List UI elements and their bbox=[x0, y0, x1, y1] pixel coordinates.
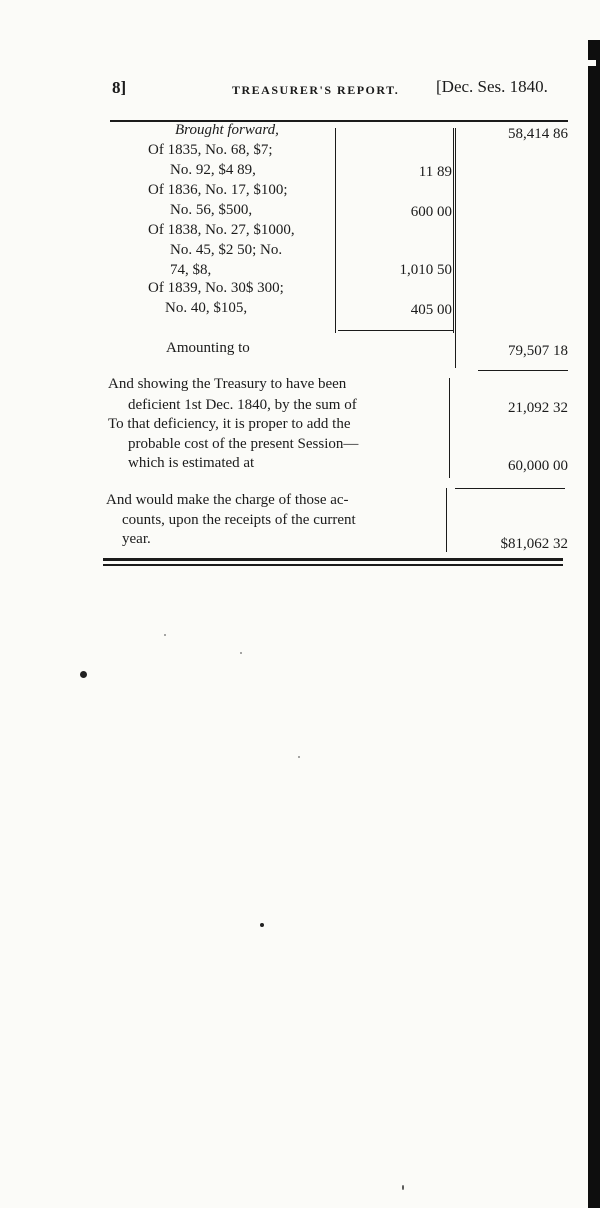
item-4-amount: 405 00 bbox=[410, 302, 452, 318]
running-title: TREASURER'S REPORT. bbox=[232, 83, 400, 97]
ink-speck bbox=[240, 652, 242, 654]
item-2-line-1: Of 1836, No. 17, $100; bbox=[148, 182, 288, 198]
charge-amount: $81,062 32 bbox=[500, 536, 568, 552]
session-cost-amount: 60,000 00 bbox=[508, 458, 568, 474]
page-number: 8] bbox=[112, 78, 127, 97]
ink-speck bbox=[164, 634, 166, 636]
amounting-rule bbox=[478, 370, 568, 371]
item-3-line-2: No. 45, $2 50; No. bbox=[170, 242, 283, 258]
session-cost-line-3: which is estimated at bbox=[128, 455, 255, 471]
brought-forward-amount: 58,414 86 bbox=[508, 126, 568, 142]
ink-speck bbox=[80, 671, 87, 678]
item-2-amount: 600 00 bbox=[410, 204, 452, 220]
item-1-line-2: No. 92, $4 89, bbox=[170, 162, 256, 178]
charge-line-3: year. bbox=[122, 531, 151, 547]
item-4-line-1: Of 1839, No. 30$ 300; bbox=[148, 280, 284, 296]
outer-column-line-lower bbox=[449, 378, 450, 478]
deficiency-line-2: deficient 1st Dec. 1840, by the sum of bbox=[128, 397, 357, 413]
charge-rule bbox=[455, 488, 565, 489]
deficiency-amount: 21,092 32 bbox=[508, 400, 568, 416]
item-4-line-2: No. 40, $105, bbox=[165, 300, 248, 316]
session-cost-line-2: probable cost of the present Session— bbox=[128, 436, 359, 452]
item-1-line-1: Of 1835, No. 68, $7; bbox=[148, 142, 273, 158]
session-label: [Dec. Ses. 1840. bbox=[436, 77, 548, 96]
amounting-amount: 79,507 18 bbox=[508, 343, 568, 359]
bottom-double-rule-top bbox=[103, 558, 563, 561]
charge-line-2: counts, upon the receipts of the current bbox=[122, 512, 356, 528]
scan-edge-strip bbox=[588, 40, 600, 1208]
inner-column-right-line bbox=[453, 128, 454, 333]
outer-column-line-bottom bbox=[446, 488, 447, 552]
item-3-amount: 1,010 50 bbox=[399, 262, 452, 278]
item-1-amount: 11 89 bbox=[418, 164, 452, 180]
bottom-double-rule-bottom bbox=[103, 564, 563, 566]
charge-line-1: And would make the charge of those ac- bbox=[106, 492, 349, 508]
brought-forward-label: Brought forward, bbox=[175, 122, 279, 138]
ink-speck bbox=[260, 923, 264, 927]
item-2-line-2: No. 56, $500, bbox=[170, 202, 253, 218]
item-3-line-3: 74, $8, bbox=[170, 262, 212, 278]
item-3-line-1: Of 1838, No. 27, $1000, bbox=[148, 222, 295, 238]
ink-speck bbox=[402, 1185, 404, 1190]
scan-edge-mark bbox=[588, 60, 596, 66]
ink-speck bbox=[298, 756, 300, 758]
session-cost-line-1: To that deficiency, it is proper to add the bbox=[108, 416, 351, 432]
subtotal-rule bbox=[338, 330, 454, 331]
outer-column-line bbox=[455, 128, 456, 368]
deficiency-line-1: And showing the Treasury to have been bbox=[108, 376, 347, 392]
amounting-label: Amounting to bbox=[166, 340, 250, 356]
inner-column-left-line bbox=[335, 128, 336, 333]
